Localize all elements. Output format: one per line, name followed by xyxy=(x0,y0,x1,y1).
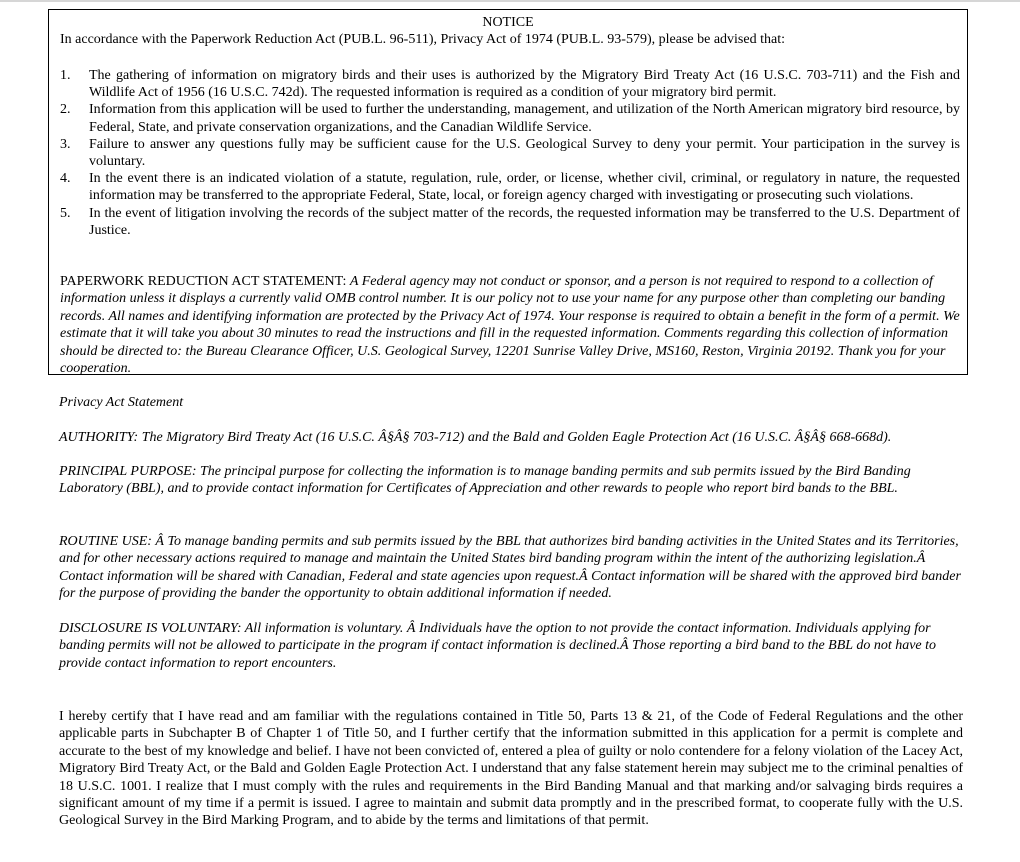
pra-text: A Federal agency may not conduct or sponsor, and a person is not required to respond to a collection of information unless it displays a currently valid OMB control number. It is our policy not to use your name for any purpose other than completing our banding records. All names and identifying information are protected by the Privacy Act of 1974. Your response is required to obtain a benefit in the form of a permit. We estimate that it will take you about 30 minutes to read the instructions and fill in the requested information. Comments regarding this collection of information should be directed to: the Bureau Clearance Officer, U.S. Geological Survey, 12201 Sunrise Valley Drive, MS160, Reston, Virginia 20192. Thank you for your cooperation. xyxy=(60,274,960,377)
paperwork-reduction-statement xyxy=(60,273,960,377)
notice-item-number: 2. xyxy=(60,102,71,118)
notice-box xyxy=(48,9,968,375)
notice-item-1 xyxy=(60,67,960,101)
top-divider xyxy=(0,0,1020,2)
notice-item-number: 5. xyxy=(60,205,71,221)
privacy-purpose: PRINCIPAL PURPOSE: The principal purpose for collecting the information is to manage banding permits and sub permits issued by the Bird Banding Laboratory (BBL), and to provide contact information for Certificates of Appreciation and other rewards to people who report bird bands to the BBL. xyxy=(59,464,911,497)
notice-list xyxy=(60,67,960,239)
notice-item-text: Failure to answer any questions fully may be sufficient cause for the U.S. Geological Survey to deny your permit. Your participation in the survey is voluntary. xyxy=(89,136,960,170)
notice-item-number: 4. xyxy=(60,171,71,187)
notice-item-text: The gathering of information on migratory birds and their uses is authorized by the Migratory Bird Treaty Act (16 U.S.C. 703-711) and the Fish and Wildlife Act of 1956 (16 U.S.C. 742d). The requested information is required as a condition of your migratory bird permit. xyxy=(89,68,960,101)
certification-statement: I hereby certify that I have read and am familiar with the regulations contained in Title 50, Parts 13 & 21, of the Code of Federal Regulations and the other applicable parts in Subchapter B of Chapter 1 of Title 50, and I further certify that the information submitted in this application for a permit is complete and accurate to the best of my knowledge and belief. I have not been convicted of, entered a plea of guilty or nolo contendere for a felony violation of the Lacey Act, Migratory Bird Treaty Act, or the Bald and Golden Eagle Protection Act. I understand that any false statement herein may subject me to the criminal penalties of 18 U.S.C. 1001. I realize that I must comply with the rules and requirements in the Bird Banding Manual and that marking and/or salvaging birds requires a significant amount of my time if a permit is issued. I agree to maintain and submit data promptly and in the prescribed format, to cooperate fully with the U.S. Geological Survey in the Bird Marking Program, and to abide by the terms and limitations of that permit. xyxy=(59,709,963,829)
notice-intro: In accordance with the Paperwork Reduction Act (PUB.L. 96-511), Privacy Act of 1974 (PUB.L. 93-579), please be advised that: xyxy=(60,32,785,47)
notice-item-5 xyxy=(60,205,960,239)
privacy-heading: Privacy Act Statement xyxy=(59,395,184,410)
privacy-routine-use: ROUTINE USE: Â To manage banding permits and sub permits issued by the BBL that authorizes bird banding activities in the United States and its Territories, and for other necessary actions required to manage and maintain the United States bird banding program within the intent of the authorizing legislation.Â Contact information will be shared with Canadian, Federal and state agencies upon request.Â Contact information will be shared with the approved bird bander for the purpose of providing the bander the opportunity to obtain additional information if needed. xyxy=(59,534,961,602)
notice-item-3 xyxy=(60,136,960,170)
notice-item-4 xyxy=(60,170,960,204)
pra-label: PAPERWORK REDUCTION ACT STATEMENT: xyxy=(60,274,347,289)
notice-item-text: Information from this application will be used to further the understanding, management, and utilization of the North American migratory bird resource, by Federal, State, and private conservation organizations, and the Canadian Wildlife Service. xyxy=(89,102,960,135)
notice-item-number: 1. xyxy=(60,68,71,83)
notice-title: NOTICE xyxy=(482,15,534,30)
notice-item-text: In the event of litigation involving the records of the subject matter of the records, the requested information may be transferred to the U.S. Department of Justice. xyxy=(89,205,960,238)
privacy-authority: AUTHORITY: The Migratory Bird Treaty Act (16 U.S.C. Â§Â§ 703-712) and the Bald and Golden Eagle Protection Act (16 U.S.C. Â§Â§ 668-668d). xyxy=(59,430,892,445)
notice-item-number: 3. xyxy=(60,136,71,152)
notice-item-2 xyxy=(60,101,960,135)
notice-item-text: In the event there is an indicated violation of a statute, regulation, rule, order, or license, whether civil, criminal, or regulatory in nature, the requested information may be transferred to the appropriate Federal, State, local, or foreign agency charged with investigating or prosecuting such violations. xyxy=(89,171,960,204)
privacy-disclosure: DISCLOSURE IS VOLUNTARY: All information is voluntary. Â Individuals have the option to not provide the contact information. Individuals applying for banding permits will not be allowed to participate in the program if contact information is declined.Â Those reporting a bird band to the BBL do not have to provide contact information to report encounters. xyxy=(59,621,937,671)
